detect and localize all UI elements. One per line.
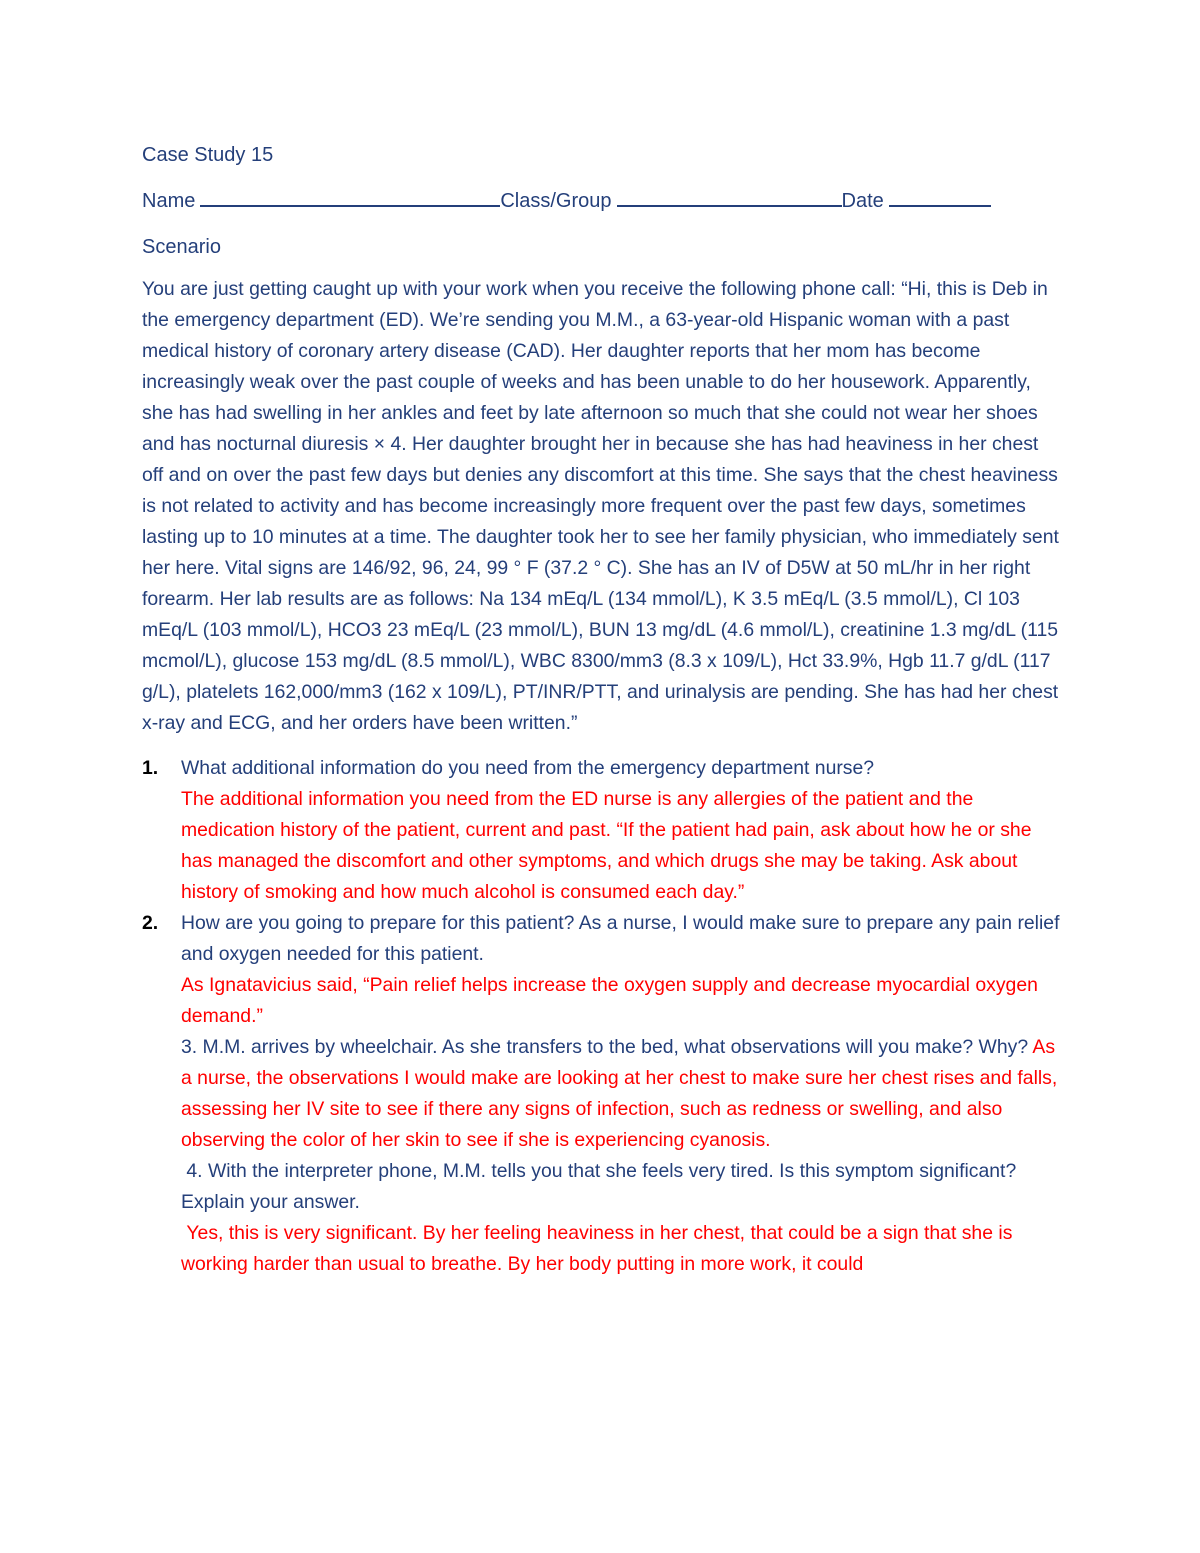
question-text: How are you going to prepare for this patient? As a nurse, I would make sure to prepare any pain relief and oxygen needed for this patient. bbox=[181, 912, 1060, 965]
name-label: Name bbox=[142, 190, 196, 212]
answer-text: The additional information you need from the ED nurse is any allergies of the patient and the medication history of the patient, current and past. “If the patient had pain, ask about how he or she has managed the discomfort and other symptoms, and which drugs she may be taking. Ask about history of smoking and how much alcohol is consumed each day.” bbox=[181, 788, 1032, 903]
class-blank bbox=[617, 187, 842, 207]
question-3-text: 3. M.M. arrives by wheelchair. As she transfers to the bed, what observations will you make? Why? bbox=[181, 1036, 1029, 1058]
class-label: Class/Group bbox=[500, 190, 612, 212]
answer-4-text: Yes, this is very significant. By her feeling heaviness in her chest, that could be a sign that she is working harder than usual to breathe. By her body putting in more work, it could bbox=[181, 1222, 1018, 1275]
scenario-text: You are just getting caught up with your work when you receive the following phone call: “Hi, this is Deb in the emergency department (ED). We’re sending you M.M., a 63-year-old Hispanic woman with a past medical history of coronary artery disease (CAD). Her daughter reports that her mom has become increasingly weak over the past couple of weeks and has been unable to do her housework. Apparently, she has had swelling in her ankles and feet by late afternoon so much that she could not wear her shoes and has nocturnal diuresis × 4. Her daughter brought her in because she has had heaviness in her chest off and on over the past few days but denies any discomfort at this time. She says that the chest heaviness is not related to activity and has become increasingly more frequent over the past few days, sometimes lasting up to 10 minutes at a time. The daughter took her to see her family physician, who immediately sent her here. Vital signs are 146/92, 96, 24, 99 ° F (37.2 ° C). She has an IV of D5W at 50 mL/hr in her right forearm. Her lab results are as follows: Na 134 mEq/L (134 mmol/L), K 3.5 mEq/L (3.5 mmol/L), Cl 103 mEq/L (103 mmol/L), HCO3 23 mEq/L (23 mmol/L), BUN 13 mg/dL (4.6 mmol/L), creatinine 1.3 mg/dL (115 mcmol/L), glucose 153 mg/dL (8.5 mmol/L), WBC 8300/mm3 (8.3 x 109/L), Hct 33.9%, Hgb 11.7 g/dL (117 g/L), platelets 162,000/mm3 (162 x 109/L), PT/INR/PTT, and urinalysis are pending. She has had her chest x-ray and ECG, and her orders have been written.” bbox=[142, 278, 1059, 734]
question-text: What additional information do you need from the emergency department nurse? bbox=[181, 757, 875, 779]
answer-3-text: As a nurse, the observations I would make are looking at her chest to make sure her chest rises and falls, assessing her IV site to see if there any signs of infection, such as redness or swelling, and also observing the color of her skin to see if she is experiencing cyanosis. bbox=[181, 1036, 1058, 1151]
scenario-heading: Scenario bbox=[142, 236, 221, 258]
list-item bbox=[142, 753, 1060, 908]
date-label: Date bbox=[841, 190, 884, 212]
list-number: 2. bbox=[142, 912, 159, 934]
answer-text: As Ignatavicius said, “Pain relief helps increase the oxygen supply and decrease myocardial oxygen demand.” bbox=[181, 974, 1038, 1027]
list-item bbox=[142, 908, 1060, 1280]
question-4-text: 4. With the interpreter phone, M.M. tells you that she feels very tired. Is this symptom significant? Explain your answer. bbox=[181, 1160, 1022, 1213]
name-blank bbox=[200, 187, 500, 207]
question-3-block bbox=[181, 1032, 1060, 1156]
list-number: 1. bbox=[142, 757, 159, 779]
date-blank bbox=[889, 187, 991, 207]
header-fields bbox=[142, 186, 1060, 216]
page-title: Case Study 15 bbox=[142, 144, 274, 166]
question-list bbox=[142, 753, 1060, 1280]
